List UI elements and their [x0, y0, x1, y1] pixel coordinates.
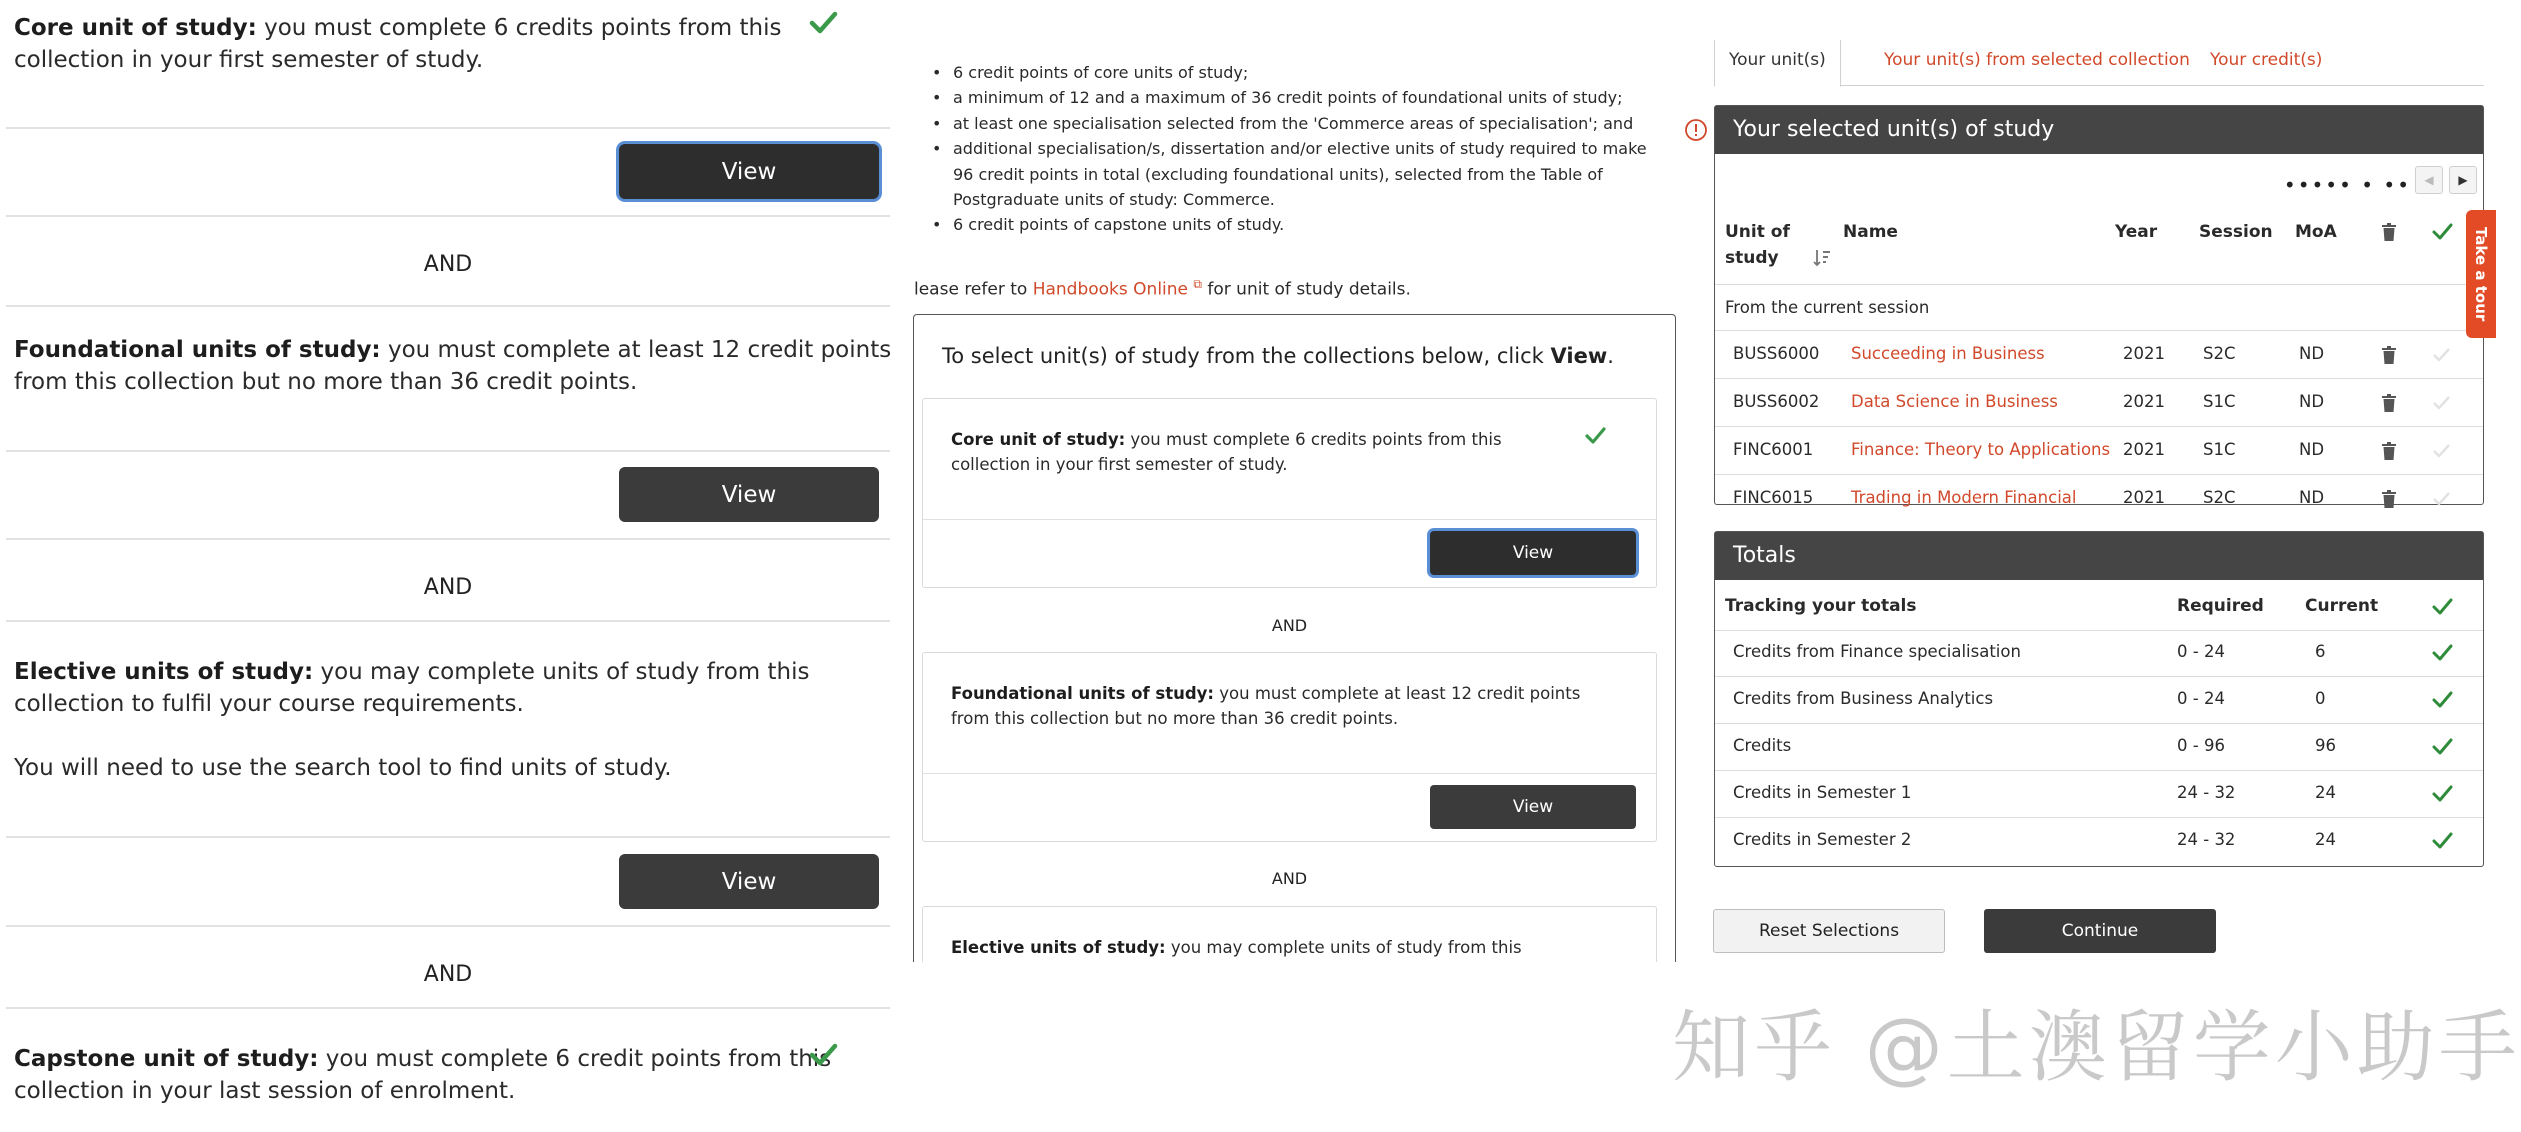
foundational-card-text	[951, 681, 1580, 731]
and-separator: AND	[1271, 616, 1308, 635]
unit-session: S2C	[2203, 488, 2236, 507]
totals-required: 0 - 96	[2177, 736, 2225, 755]
foundational-text-line2: from this collection but no more than 36 credit points.	[14, 369, 638, 395]
totals-label: Credits in Semester 2	[1733, 830, 1912, 849]
divider	[6, 925, 890, 927]
unit-session: S1C	[2203, 392, 2236, 411]
divider	[6, 450, 890, 452]
elective-card-line1: you may complete units of study from this	[1165, 938, 1522, 957]
totals-required: 24 - 32	[2177, 830, 2236, 849]
select-instruction	[942, 344, 1614, 368]
list-item	[942, 136, 1662, 212]
check-icon	[2431, 345, 2451, 365]
elective-text-line3: You will need to use the search tool to find units of study.	[14, 755, 672, 781]
totals-current: 0	[2315, 689, 2326, 708]
pager-indicator: ••••• • ••	[2283, 173, 2411, 197]
check-icon	[2431, 221, 2453, 243]
requirements-list	[942, 60, 1662, 238]
card-divider	[923, 773, 1656, 774]
list-item-line: 96 credit points in total (excluding foundational units), selected from the Table of	[953, 164, 1603, 184]
column-header-moa[interactable]: MoA	[2295, 222, 2337, 242]
unit-name-link[interactable]: Data Science in Business	[1851, 392, 2058, 411]
unit-code: BUSS6002	[1733, 392, 1820, 411]
core-view-button[interactable]: View	[619, 144, 879, 199]
unit-moa: ND	[2299, 392, 2325, 411]
unit-code: FINC6001	[1733, 440, 1814, 459]
tab-your-credits[interactable]: Your credit(s)	[2210, 50, 2323, 70]
check-icon	[2431, 783, 2453, 805]
check-icon	[2431, 689, 2453, 711]
and-separator: AND	[1271, 869, 1308, 888]
row-divider	[1715, 817, 2483, 818]
capstone-text-line1: you must complete 6 credit points from this	[318, 1046, 832, 1072]
divider	[6, 127, 890, 129]
tab-your-units[interactable]: Your unit(s)	[1714, 40, 1841, 87]
divider	[6, 215, 890, 217]
table-row	[1715, 476, 2483, 507]
core-card-text	[951, 427, 1502, 477]
core-card-line2: collection in your first semester of study.	[951, 455, 1288, 474]
sort-icon[interactable]	[1813, 248, 1831, 268]
tab-units-from-collection[interactable]: Your unit(s) from selected collection	[1884, 50, 2190, 70]
watermark: 知乎 @土澳留学小助手	[1672, 1003, 2521, 1093]
foundational-card-line2: from this collection but no more than 36 credit points.	[951, 709, 1399, 728]
and-separator: AND	[423, 962, 473, 987]
unit-session: S1C	[2203, 440, 2236, 459]
instruction-bold: View	[1550, 344, 1608, 368]
divider	[6, 538, 890, 540]
next-page-button[interactable]: ▶	[2449, 166, 2477, 194]
core-collection-card	[922, 398, 1657, 588]
divider	[6, 1007, 890, 1009]
elective-text-line2: collection to fulfil your course requirements.	[14, 691, 524, 717]
header-unit-line1: Unit of	[1725, 222, 1790, 242]
elective-card-heading: Elective units of study:	[951, 938, 1166, 957]
elective-view-button[interactable]: View	[619, 854, 879, 909]
totals-current: 24	[2315, 830, 2336, 849]
check-icon	[808, 1040, 838, 1070]
check-icon	[2431, 830, 2453, 852]
unit-moa: ND	[2299, 440, 2325, 459]
capstone-text-line2: collection in your last session of enrolment.	[14, 1078, 516, 1104]
row-divider	[1715, 378, 2483, 379]
instruction-text: To select unit(s) of study from the collections below, click	[942, 344, 1551, 368]
unit-session: S2C	[2203, 344, 2236, 363]
totals-header-required: Required	[2177, 596, 2264, 616]
card-divider	[923, 519, 1656, 520]
core-collection-text	[14, 12, 781, 76]
list-item: • 6 credit points of core units of study;	[942, 60, 1662, 85]
foundational-collection-text	[14, 334, 891, 398]
column-header-year[interactable]: Year	[2115, 222, 2158, 242]
totals-label: Credits from Business Analytics	[1733, 689, 1994, 708]
unit-year: 2021	[2123, 440, 2165, 459]
elective-card-text	[951, 935, 1522, 960]
capstone-collection-text	[14, 1043, 831, 1107]
core-heading: Core unit of study:	[14, 15, 257, 41]
divider	[6, 836, 890, 838]
and-separator: AND	[423, 252, 473, 277]
check-icon	[2431, 642, 2453, 664]
row-divider	[1715, 676, 2483, 677]
and-separator: AND	[423, 575, 473, 600]
row-divider	[1715, 723, 2483, 724]
zoomed-collections-panel	[0, 0, 892, 1132]
core-text-line2: collection in your first semester of study.	[14, 47, 484, 73]
foundational-heading: Foundational units of study:	[14, 337, 381, 363]
check-icon	[808, 8, 838, 38]
row-divider	[1715, 770, 2483, 771]
totals-required: 24 - 32	[2177, 783, 2236, 802]
elective-collection-text	[14, 656, 809, 784]
row-divider	[1715, 426, 2483, 427]
unit-tabs	[1714, 40, 2484, 86]
selected-units-panel	[1714, 105, 2484, 505]
header-unit-line2: study	[1725, 248, 1779, 268]
row-divider	[1715, 284, 2483, 285]
trash-icon[interactable]	[2381, 394, 2397, 412]
check-icon	[2431, 489, 2451, 509]
list-item: • 6 credit points of capstone units of study.	[942, 212, 1662, 237]
row-divider	[1715, 630, 2483, 631]
totals-label: Credits from Finance specialisation	[1733, 642, 2021, 661]
group-label: From the current session	[1725, 298, 1930, 317]
trash-icon[interactable]	[2381, 442, 2397, 460]
totals-title: Totals	[1715, 532, 2483, 580]
core-text-line1: you must complete 6 credits points from this	[256, 15, 782, 41]
totals-label: Credits in Semester 1	[1733, 783, 1912, 802]
selection-summary-panel	[1684, 0, 2488, 1132]
column-header-unit[interactable]	[1725, 219, 1790, 271]
divider	[6, 620, 890, 622]
divider	[6, 305, 890, 307]
refer-prefix: lease refer to	[914, 279, 1033, 300]
core-card-line1: you must complete 6 credits points from this	[1125, 430, 1502, 449]
list-item-line: additional specialisation/s, dissertation and/or elective units of study required to make	[953, 139, 1647, 159]
prev-page-button[interactable]: ◀	[2415, 166, 2443, 194]
screenshot-crop-area	[900, 962, 1680, 1132]
check-icon	[1584, 425, 1606, 447]
totals-current: 96	[2315, 736, 2336, 755]
totals-current: 24	[2315, 783, 2336, 802]
list-item-line: Postgraduate units of study: Commerce.	[953, 190, 1275, 210]
continue-button[interactable]: Continue	[1984, 909, 2216, 953]
reset-selections-button[interactable]: Reset Selections	[1713, 909, 1945, 953]
core-card-heading: Core unit of study:	[951, 430, 1126, 449]
totals-required: 0 - 24	[2177, 642, 2225, 661]
unit-moa: ND	[2299, 344, 2325, 363]
check-icon	[2431, 393, 2451, 413]
unit-year: 2021	[2123, 344, 2165, 363]
info-icon[interactable]	[1684, 118, 1708, 142]
totals-required: 0 - 24	[2177, 689, 2225, 708]
totals-header-current: Current	[2305, 596, 2379, 616]
take-a-tour-button[interactable]: Take a tour	[2466, 210, 2496, 338]
foundational-view-button[interactable]: View	[619, 467, 879, 522]
check-icon	[2431, 736, 2453, 758]
list-item: • a minimum of 12 and a maximum of 36 credit points of foundational units of study;	[942, 85, 1662, 110]
foundational-card-line1: you must complete at least 12 credit points	[1214, 684, 1581, 703]
row-divider	[1715, 474, 2483, 475]
unit-name-link[interactable]: Trading in Modern Financial	[1851, 488, 2077, 507]
foundational-view-button[interactable]: View	[1430, 785, 1636, 829]
core-view-button[interactable]: View	[1430, 531, 1636, 575]
handbook-reference	[914, 277, 1411, 300]
foundational-collection-card	[922, 652, 1657, 842]
row-divider	[1715, 330, 2483, 331]
capstone-heading: Capstone unit of study:	[14, 1046, 319, 1072]
instruction-suffix: .	[1607, 344, 1614, 368]
totals-header-tracking: Tracking your totals	[1725, 596, 1917, 616]
trash-icon[interactable]	[2381, 490, 2397, 508]
elective-text-line1: you may complete units of study from this	[313, 659, 810, 685]
unit-name-link[interactable]: Succeeding in Business	[1851, 344, 2045, 363]
check-icon	[2431, 596, 2453, 618]
course-requirements-panel	[900, 0, 1680, 1132]
handbooks-online-link[interactable]: Handbooks Online	[1032, 279, 1189, 300]
foundational-text-line1: you must complete at least 12 credit points	[380, 337, 892, 363]
trash-icon[interactable]	[2381, 346, 2397, 364]
unit-name-link[interactable]: Finance: Theory to Applications	[1851, 440, 2111, 459]
external-link-icon: ⧉	[1193, 277, 1202, 291]
unit-code: BUSS6000	[1733, 344, 1820, 363]
unit-year: 2021	[2123, 488, 2165, 507]
totals-label: Credits	[1733, 736, 1792, 755]
trash-icon[interactable]	[2381, 223, 2397, 241]
unit-year: 2021	[2123, 392, 2165, 411]
totals-panel	[1714, 531, 2484, 867]
list-item: • at least one specialisation selected from the 'Commerce areas of specialisation'; and	[942, 111, 1662, 136]
selected-units-title: Your selected unit(s) of study	[1715, 106, 2483, 154]
check-icon	[2431, 441, 2451, 461]
totals-current: 6	[2315, 642, 2326, 661]
unit-moa: ND	[2299, 488, 2325, 507]
refer-suffix: for unit of study details.	[1202, 279, 1411, 300]
column-header-session[interactable]: Session	[2199, 222, 2273, 242]
foundational-card-heading: Foundational units of study:	[951, 684, 1215, 703]
column-header-name[interactable]: Name	[1843, 222, 1898, 242]
elective-heading: Elective units of study:	[14, 659, 314, 685]
unit-code: FINC6015	[1733, 488, 1814, 507]
